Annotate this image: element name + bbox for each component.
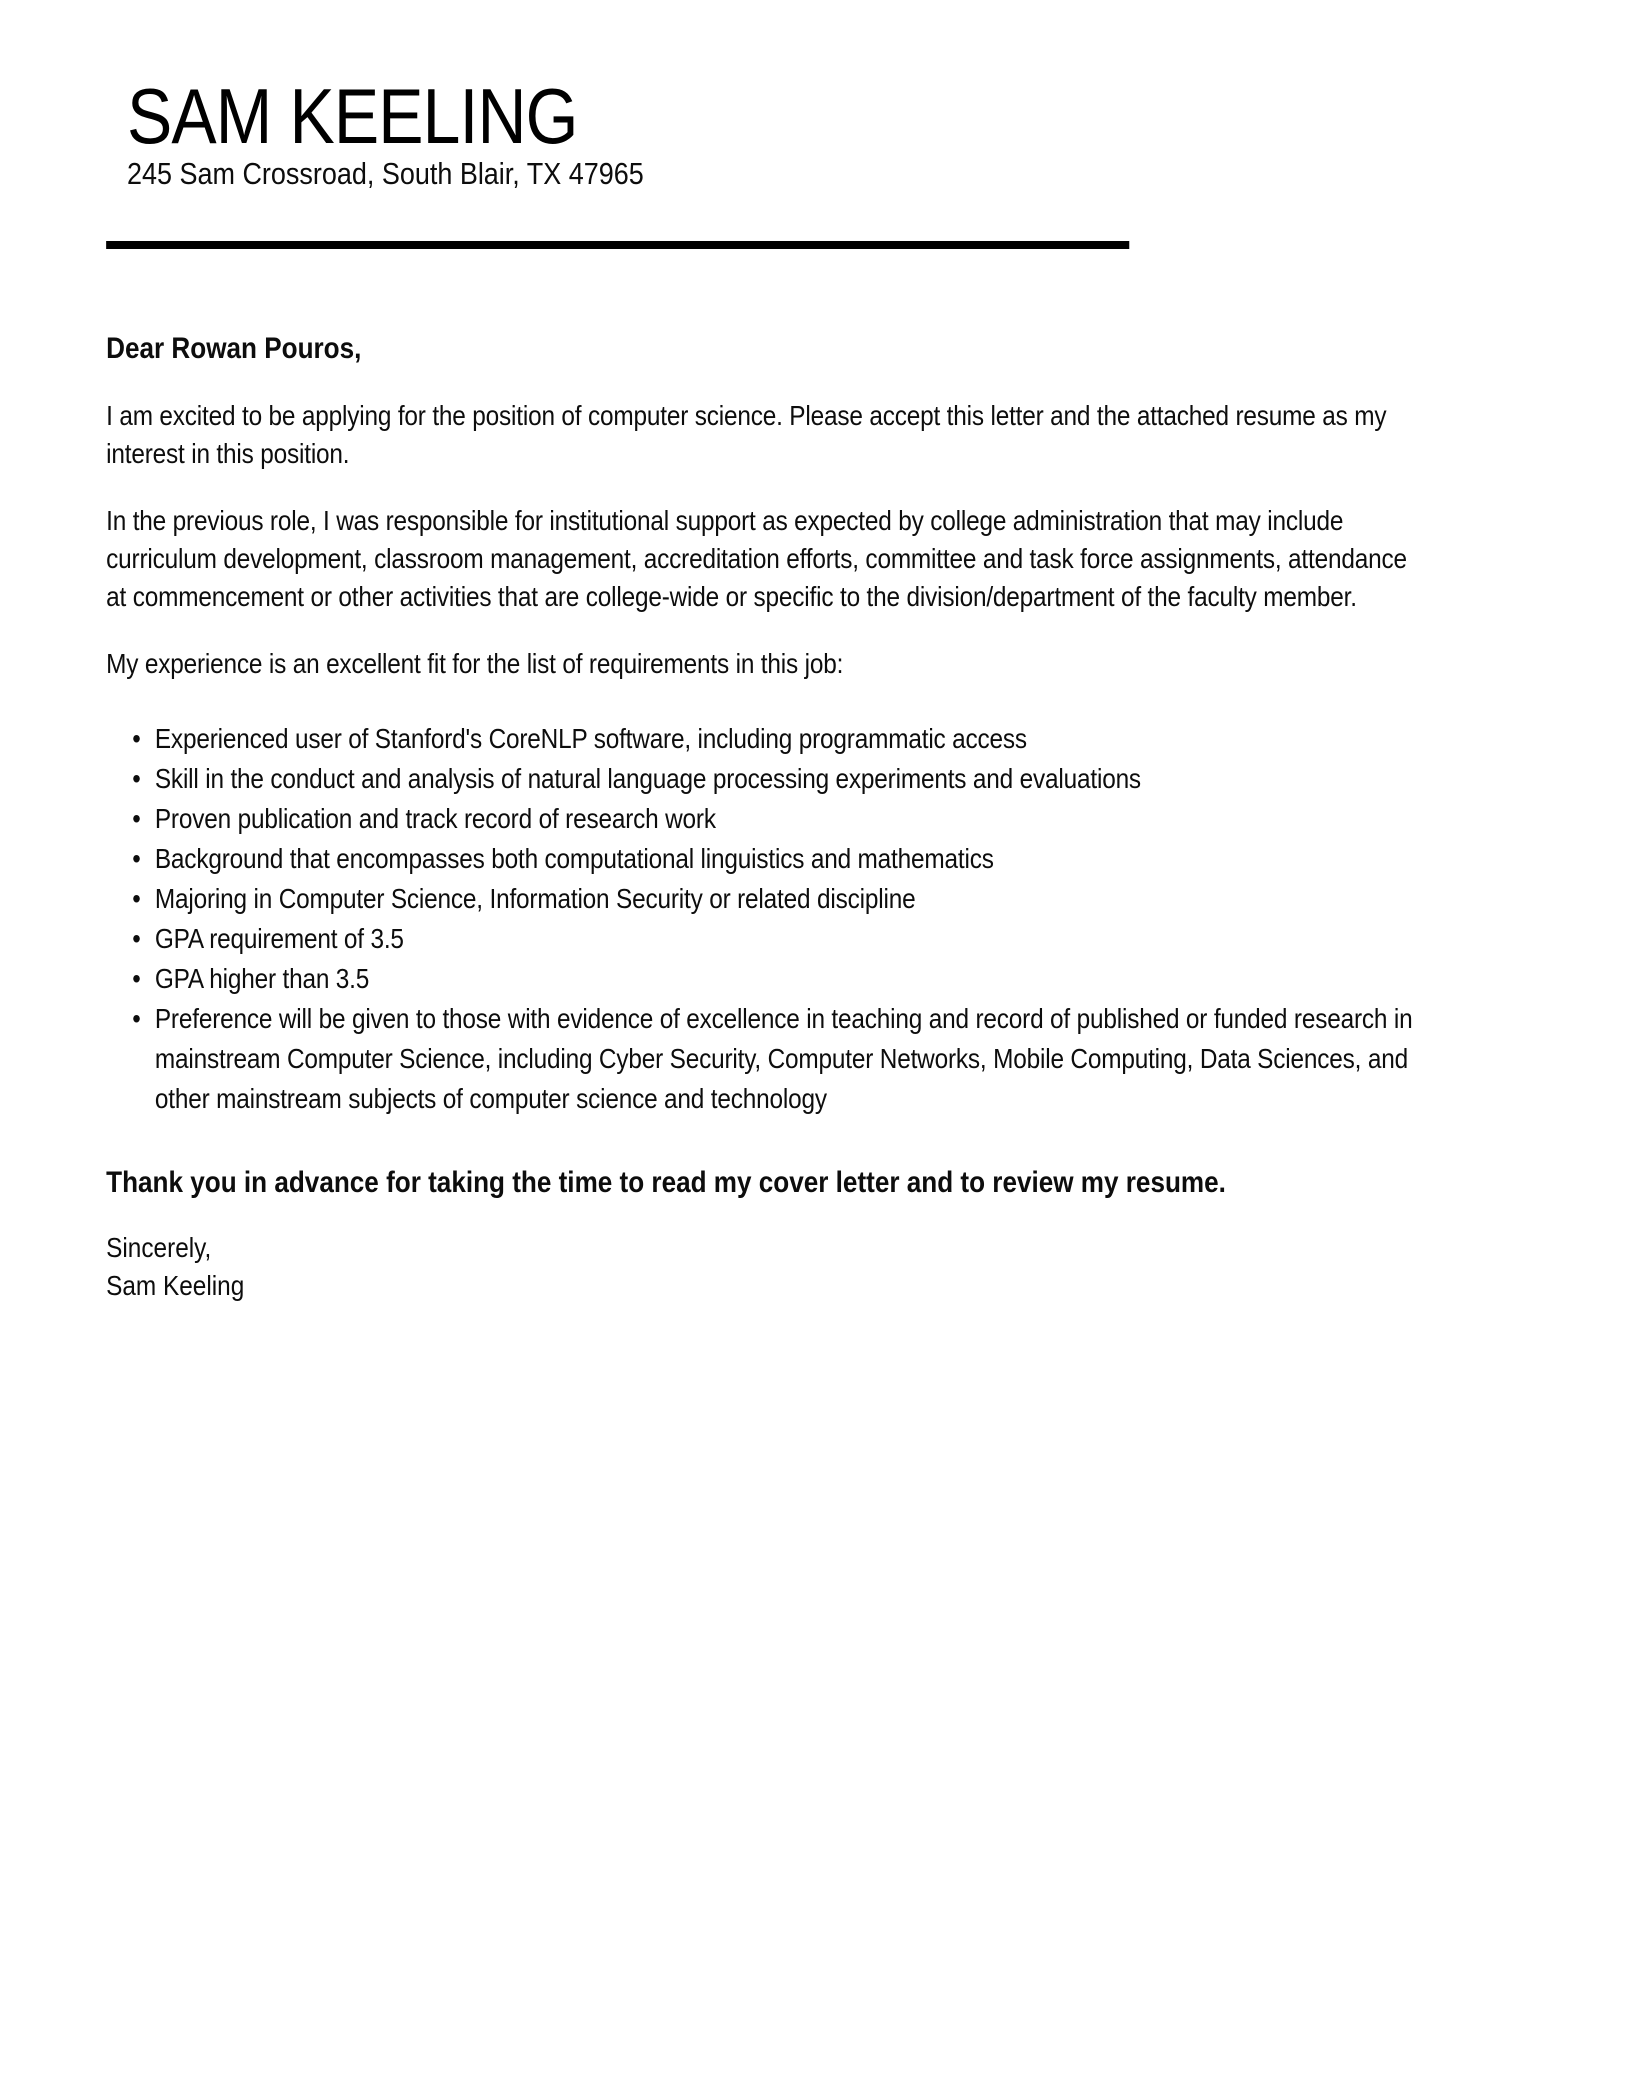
text-line: Skill in the conduct and analysis of natural language processing experiments and evaluations xyxy=(154,763,1141,794)
letter-body xyxy=(106,330,1520,1305)
intro-paragraph xyxy=(106,397,1520,473)
list-item xyxy=(106,879,1520,919)
list-item xyxy=(106,719,1520,759)
list-item xyxy=(106,759,1520,799)
list-item xyxy=(106,799,1520,839)
text-line: In the previous role, I was responsible for institutional support as expected by college administration that may include xyxy=(106,505,1344,536)
text-line: I am excited to be applying for the position of computer science. Please accept this letter and the attached resume as my xyxy=(106,400,1387,431)
requirements-list xyxy=(106,719,1520,1119)
text-line: Experienced user of Stanford's CoreNLP software, including programmatic access xyxy=(154,723,1027,754)
text-line: mainstream Computer Science, including Cyber Security, Computer Networks, Mobile Computing, Data Sciences, and xyxy=(154,1043,1408,1074)
greeting-line: Dear Rowan Pouros, xyxy=(106,332,362,365)
text-line: Preference will be given to those with evidence of excellence in teaching and record of published or funded research in xyxy=(154,1003,1413,1034)
text-line: other mainstream subjects of computer science and technology xyxy=(154,1083,827,1114)
list-item xyxy=(106,839,1520,879)
bullet-icon: • xyxy=(132,963,141,994)
letter-header xyxy=(106,72,1520,249)
text-line: at commencement or other activities that are college-wide or specific to the division/department of the faculty member. xyxy=(106,581,1357,612)
text-line: Background that encompasses both computational linguistics and mathematics xyxy=(154,843,994,874)
list-intro-line: My experience is an excellent fit for the list of requirements in this job: xyxy=(106,648,844,679)
sender-address: 245 Sam Crossroad, South Blair, TX 47965 xyxy=(127,156,644,191)
bullet-icon: • xyxy=(132,883,141,914)
text-line: GPA higher than 3.5 xyxy=(154,963,370,994)
closing-block xyxy=(106,1229,1520,1305)
bullet-icon: • xyxy=(132,723,141,754)
header-divider xyxy=(106,241,1129,249)
text-line: Proven publication and track record of research work xyxy=(154,803,716,834)
text-line: curriculum development, classroom management, accreditation efforts, committee and task force assignments, attendance xyxy=(106,543,1407,574)
thank-you-line: Thank you in advance for taking the time to read my cover letter and to review my resume. xyxy=(106,1166,1226,1199)
bullet-icon: • xyxy=(132,803,141,834)
closing-salutation: Sincerely, xyxy=(106,1232,212,1263)
bullet-icon: • xyxy=(132,1003,141,1034)
list-item xyxy=(106,999,1520,1119)
text-line: interest in this position. xyxy=(106,438,350,469)
bullet-icon: • xyxy=(132,843,141,874)
bullet-icon: • xyxy=(132,923,141,954)
signature-name: Sam Keeling xyxy=(106,1270,245,1301)
bullet-icon: • xyxy=(132,763,141,794)
list-item xyxy=(106,959,1520,999)
text-line: Majoring in Computer Science, Information Security or related discipline xyxy=(154,883,916,914)
list-item xyxy=(106,919,1520,959)
sender-name: SAM KEELING xyxy=(127,72,578,160)
experience-paragraph xyxy=(106,502,1520,616)
text-line: GPA requirement of 3.5 xyxy=(154,923,404,954)
